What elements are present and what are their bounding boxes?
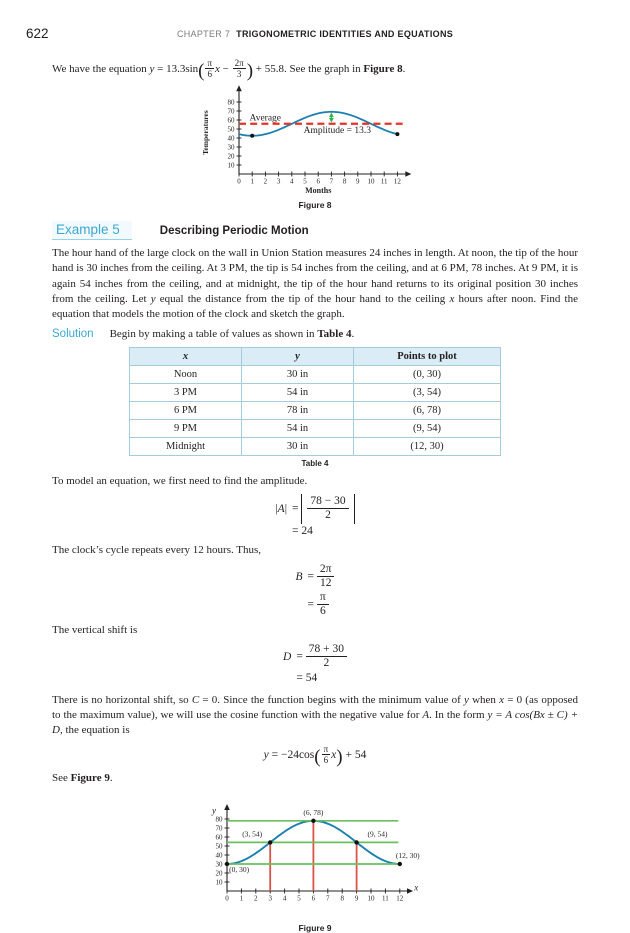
fraction-den: 2 (323, 657, 330, 670)
equals-sign: = (292, 524, 299, 537)
fraction-den: 2 (325, 509, 331, 522)
svg-text:(12, 30): (12, 30) (395, 851, 420, 861)
period: . (109, 771, 113, 784)
svg-text:(3, 54): (3, 54) (242, 829, 263, 839)
svg-text:5: 5 (303, 177, 307, 186)
equation-row (275, 524, 354, 538)
eq-rhs (292, 524, 355, 538)
var-A: A (277, 502, 285, 515)
figure-8-ref: Figure 8 (363, 63, 403, 76)
svg-text:x: x (414, 882, 419, 893)
svg-text:60: 60 (215, 833, 223, 842)
table-head (130, 348, 501, 366)
table-cell: 54 in (242, 384, 354, 402)
svg-text:10: 10 (367, 177, 375, 186)
solution-label: Solution (52, 328, 94, 341)
period: . (402, 63, 406, 76)
fraction (317, 563, 335, 590)
svg-text:70: 70 (215, 824, 223, 833)
fraction-pi-6 (322, 744, 331, 765)
svg-text:40: 40 (215, 851, 223, 860)
eq-rhs (296, 643, 347, 670)
fraction-den: 3 (236, 69, 242, 80)
svg-text:Average: Average (249, 113, 282, 124)
body-text: = 0 (as opposed to the maximum value), we will use the cosine function with the negative value for (52, 694, 578, 722)
eq-lhs (296, 563, 308, 590)
vertical-shift-intro: The vertical shift is (52, 624, 138, 637)
page-number: 622 (26, 26, 49, 41)
equation-row (296, 563, 335, 590)
svg-text:30: 30 (215, 860, 223, 869)
right-paren: ) (336, 745, 343, 767)
result-value: 24 (301, 524, 313, 537)
svg-text:50: 50 (227, 125, 235, 134)
table-header-cell: y (242, 348, 354, 366)
svg-text:30: 30 (227, 143, 235, 152)
fraction-den: 6 (319, 604, 326, 617)
body-text: equal the distance from the tip of the hour hand to the ceiling (155, 292, 450, 305)
var-x: x (331, 748, 337, 761)
svg-text:Amplitude = 13.3: Amplitude = 13.3 (303, 126, 372, 137)
svg-text:6: 6 (316, 177, 320, 186)
example-title: Describing Periodic Motion (159, 225, 309, 238)
abs-bar: | (284, 502, 288, 515)
eq-lhs (296, 591, 308, 618)
svg-text:7: 7 (326, 894, 330, 903)
intro-lead: We have the equation (52, 63, 150, 76)
eq-lhs (283, 643, 296, 670)
equation-row (283, 643, 347, 670)
solution-text: Begin by making a table of values as shown in (109, 328, 318, 341)
equation-row (283, 671, 347, 685)
svg-text:(0, 30): (0, 30) (229, 864, 250, 874)
eq-lhs (275, 494, 292, 523)
fraction-num: 78 − 30 (307, 495, 348, 509)
figure-9-caption: Figure 9 (298, 922, 332, 933)
svg-text:1: 1 (239, 894, 244, 903)
svg-text:Months: Months (305, 186, 332, 196)
svg-text:80: 80 (215, 815, 223, 824)
svg-text:9: 9 (354, 894, 359, 903)
body-text: = 0. Since the function begins with the minimum value of (199, 694, 465, 707)
eq-lhs (275, 524, 292, 538)
table-header-cell: x (130, 348, 242, 366)
svg-text:12: 12 (396, 894, 404, 903)
figure-9-ref: Figure 9 (70, 771, 110, 784)
chapter-label: CHAPTER 7 (176, 29, 231, 39)
abs-value (301, 494, 354, 523)
fraction-num: π (317, 591, 329, 605)
fraction-num: 78 + 30 (306, 643, 347, 657)
svg-text:11: 11 (382, 894, 389, 903)
table-4-caption: Table 4 (301, 459, 329, 469)
eq-rhs (308, 563, 335, 590)
svg-text:8: 8 (340, 894, 344, 903)
table-header-cell: Points to plot (354, 348, 501, 366)
table-header-row (130, 348, 501, 366)
equals-sign: = (307, 570, 315, 583)
equals-sign: = (292, 502, 299, 515)
fraction-num: π (323, 743, 329, 754)
svg-text:3: 3 (276, 177, 281, 186)
table-cell: Noon (130, 366, 242, 384)
table-cell: 54 in (242, 420, 354, 438)
table-row (130, 384, 501, 402)
see-figure-9 (52, 771, 578, 786)
var-C: C (191, 694, 200, 707)
var-y: y (464, 694, 469, 707)
figure-9-graph (189, 789, 441, 921)
equals-sign: = (296, 671, 303, 684)
body-text: . In the form (429, 709, 488, 722)
fraction-num: π (207, 58, 213, 68)
equation-row (296, 591, 335, 618)
figure-8-graph (195, 84, 435, 198)
body-text: hours after noon. Find the equation that models the motion of the clock and sketch the graph. (52, 292, 578, 320)
svg-text:8: 8 (342, 177, 347, 186)
table-cell: (9, 54) (354, 420, 501, 438)
fraction-den: 6 (323, 754, 329, 765)
var-A: A (422, 709, 430, 722)
svg-text:6: 6 (311, 894, 316, 903)
fraction-num: 2π (317, 563, 335, 577)
eq-rhs (292, 494, 355, 523)
table-4-ref: Table 4 (317, 328, 352, 341)
eq-rhs (296, 671, 347, 685)
fraction-den: 12 (319, 577, 332, 590)
table-cell: Midnight (130, 438, 242, 456)
minus-sign: − (219, 63, 232, 76)
table-cell: 30 in (242, 366, 354, 384)
svg-text:10: 10 (227, 161, 235, 170)
svg-text:4: 4 (290, 177, 294, 186)
abs-bar: | (275, 502, 278, 515)
var-x: x (449, 292, 455, 305)
table-cell: (0, 30) (354, 366, 501, 384)
figure-9 (52, 789, 578, 933)
body-text: There is no horizontal shift, so (52, 694, 192, 707)
table-cell: 30 in (242, 438, 354, 456)
svg-text:1: 1 (250, 177, 254, 186)
svg-text:40: 40 (227, 134, 235, 143)
svg-text:2: 2 (254, 894, 258, 903)
table-row (130, 366, 501, 384)
svg-text:70: 70 (227, 107, 235, 116)
general-form-formula: y = A cos(Bx ± C) + D (52, 709, 579, 737)
table-body (130, 366, 501, 456)
svg-text:Temperatures: Temperatures (201, 110, 210, 156)
svg-text:20: 20 (227, 152, 235, 161)
svg-text:12: 12 (393, 177, 401, 186)
result-value: 54 (305, 671, 318, 684)
table-cell: 3 PM (130, 384, 242, 402)
svg-text:2: 2 (263, 177, 268, 186)
amplitude-intro: To model an equation, we first need to find the amplitude. (52, 475, 308, 488)
final-equation (52, 744, 578, 765)
var-y: y (149, 63, 155, 76)
var-y: y (150, 292, 156, 305)
intro-paragraph (52, 58, 578, 82)
equation-text: = −24cos (268, 748, 315, 761)
table-row (130, 420, 501, 438)
eq-rhs (308, 591, 335, 618)
svg-text:0: 0 (225, 894, 229, 903)
equals-sign: = (307, 597, 315, 610)
figure-8-caption: Figure 8 (298, 200, 332, 211)
chapter-title: TRIGONOMETRIC IDENTITIES AND EQUATIONS (236, 29, 454, 39)
svg-text:4: 4 (282, 894, 287, 903)
svg-text:20: 20 (215, 869, 223, 878)
body-text: The hour hand of the large clock on the wall in Union Station measures 24 inches in length. At noon, the tip of the hour hand is 30 inches from the ceiling. At 3 PM, the tip is 54 inches from the ceiling, and at 6 PM, 78 inches. At 9 PM, it is again 54 inches from the ceiling, and at midnight, the tip of the hour hand returns to its original position 30 inches from the ceiling. Let (52, 247, 578, 305)
body-text: See (52, 771, 71, 784)
svg-text:(6, 78): (6, 78) (303, 807, 324, 817)
horizontal-shift-paragraph (52, 693, 578, 739)
fraction (307, 495, 348, 522)
table-row (130, 438, 501, 456)
table-cell: (3, 54) (354, 384, 501, 402)
eq-lhs (283, 671, 296, 685)
svg-text:50: 50 (215, 842, 223, 851)
table-4 (129, 347, 501, 456)
svg-text:0: 0 (237, 177, 241, 186)
svg-text:80: 80 (227, 98, 235, 107)
equation-text: + 54 (342, 748, 367, 761)
svg-text:(9, 54): (9, 54) (367, 829, 388, 839)
equation-amplitude (275, 494, 354, 538)
svg-text:3: 3 (268, 894, 272, 903)
left-paren: ( (314, 745, 321, 767)
period-intro: The clock’s cycle repeats every 12 hours. Thus, (52, 544, 262, 556)
example-5-heading (52, 221, 578, 240)
equation-B (296, 563, 335, 618)
intro-eq: = 13.3sin (154, 63, 199, 76)
svg-text:10: 10 (215, 878, 223, 887)
figure-8 (52, 84, 578, 210)
running-head (0, 29, 630, 39)
example-label: Example 5 (52, 221, 132, 240)
table-cell: 6 PM (130, 402, 242, 420)
svg-text:9: 9 (356, 177, 360, 186)
table-cell: 9 PM (130, 420, 242, 438)
fraction-2pi-3 (233, 58, 246, 79)
var-y: y (263, 748, 269, 761)
svg-text:7: 7 (329, 177, 334, 186)
fraction-num: 2π (234, 58, 244, 68)
body-text: , the equation is (59, 724, 130, 737)
equation-D (283, 643, 347, 685)
svg-text:10: 10 (367, 894, 375, 903)
intro-tail: + 55.8. See the graph in (253, 63, 364, 76)
var-D: D (283, 650, 292, 663)
fraction-pi-6 (205, 58, 214, 79)
solution-line (52, 328, 578, 340)
right-paren: ) (246, 60, 254, 82)
var-x: x (499, 694, 505, 707)
period: . (351, 328, 355, 341)
table-row (130, 402, 501, 420)
equals-sign: = (296, 650, 303, 663)
equation-row (275, 494, 354, 523)
left-paren: ( (198, 60, 205, 82)
svg-text:60: 60 (227, 116, 235, 125)
fraction-den: 6 (207, 69, 212, 80)
var-B: B (295, 570, 303, 583)
table-cell: (12, 30) (354, 438, 501, 456)
example-body (52, 246, 578, 322)
fraction (317, 591, 329, 618)
table-cell: 78 in (242, 402, 354, 420)
var-x: x (215, 63, 220, 76)
svg-text:5: 5 (297, 894, 301, 903)
svg-text:11: 11 (380, 177, 388, 186)
table-cell: (6, 78) (354, 402, 501, 420)
body-text: when (468, 694, 500, 707)
svg-text:y: y (212, 805, 217, 816)
fraction (306, 643, 347, 670)
